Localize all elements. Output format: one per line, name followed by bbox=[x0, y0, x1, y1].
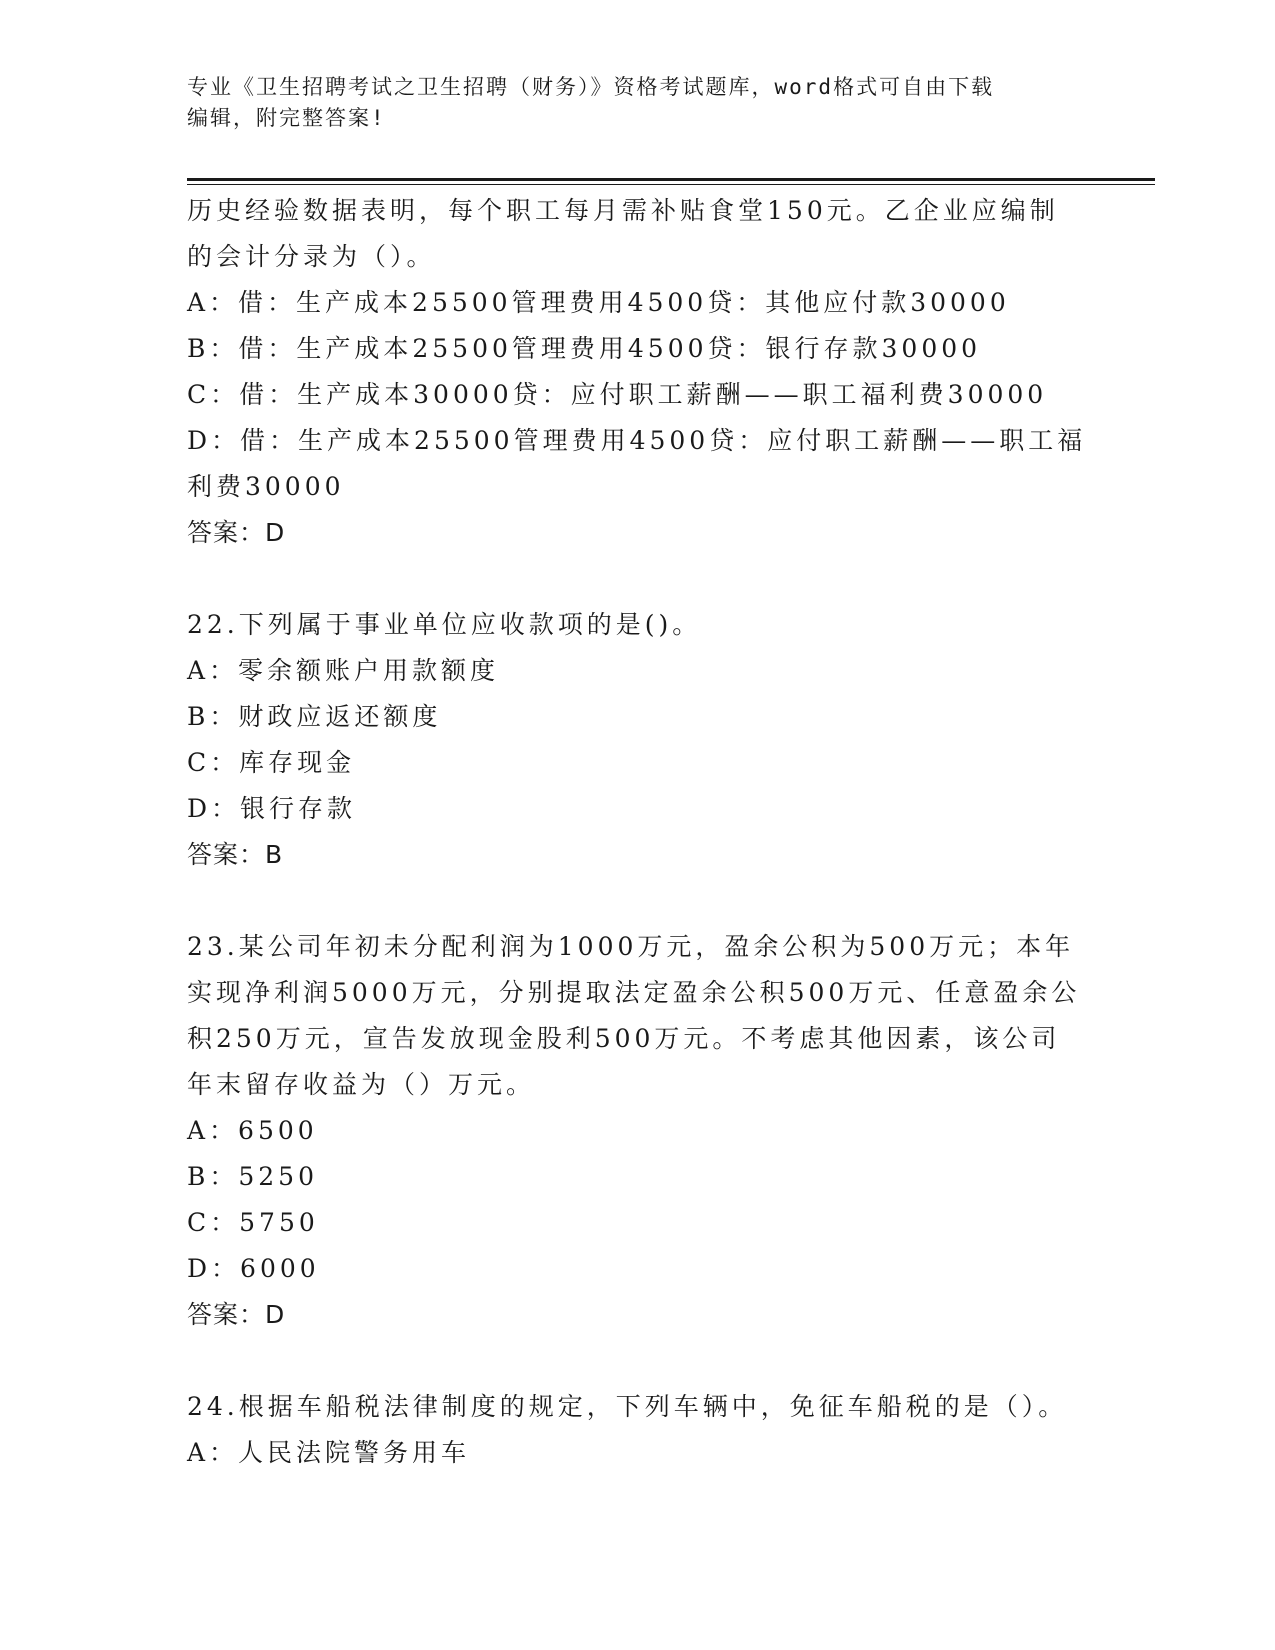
option-c: C：借：生产成本30000贷：应付职工薪酬——职工福利费30000 bbox=[187, 380, 1048, 409]
header-line-2: 编辑，附完整答案! bbox=[187, 106, 386, 130]
spacer bbox=[187, 878, 1077, 924]
answer-label: 答案：D bbox=[187, 1300, 286, 1329]
question-stem: 22.下列属于事业单位应收款项的是()。 bbox=[187, 610, 702, 639]
answer-label: 答案：B bbox=[187, 840, 284, 869]
document-header bbox=[187, 72, 1067, 134]
question-stem: 24.根据车船税法律制度的规定，下列车辆中，免征车船税的是（）。 bbox=[187, 1392, 1068, 1421]
question-22 bbox=[187, 602, 1077, 878]
option-d: D：借：生产成本25500管理费用4500贷：应付职工薪酬——职工福 bbox=[187, 426, 1087, 455]
option-a: A：零余额账户用款额度 bbox=[187, 656, 500, 685]
question-23 bbox=[187, 924, 1081, 1338]
question-stem: 23.某公司年初未分配利润为1000万元，盈余公积为500万元；本年 bbox=[187, 932, 1075, 961]
option-b: B：财政应返还额度 bbox=[187, 702, 442, 731]
option-d: D：6000 bbox=[187, 1254, 320, 1283]
answer-label: 答案：D bbox=[187, 518, 286, 547]
option-d: D：银行存款 bbox=[187, 794, 357, 823]
spacer bbox=[187, 1338, 1077, 1384]
header-divider-thin bbox=[187, 184, 1155, 185]
question-stem: 历史经验数据表明，每个职工每月需补贴食堂150元。乙企业应编制 bbox=[187, 196, 1059, 225]
question-24 bbox=[187, 1384, 1077, 1476]
option-c: C：库存现金 bbox=[187, 748, 356, 777]
option-a: A：6500 bbox=[187, 1116, 318, 1145]
option-a: A：人民法院警务用车 bbox=[187, 1438, 471, 1467]
question-stem: 积250万元，宣告发放现金股利500万元。不考虑其他因素，该公司 bbox=[187, 1024, 1061, 1053]
option-d-continued: 利费30000 bbox=[187, 472, 345, 501]
question-list bbox=[187, 188, 1087, 1476]
option-c: C：5750 bbox=[187, 1208, 319, 1237]
question-stem: 实现净利润5000万元，分别提取法定盈余公积500万元、任意盈余公 bbox=[187, 978, 1081, 1007]
option-b: B：5250 bbox=[187, 1162, 318, 1191]
spacer bbox=[187, 556, 1077, 602]
header-line-1: 专业《卫生招聘考试之卫生招聘（财务）》资格考试题库，word格式可自由下载 bbox=[187, 75, 995, 99]
option-a: A：借：生产成本25500管理费用4500贷：其他应付款30000 bbox=[187, 288, 1010, 317]
question-21 bbox=[187, 188, 1087, 556]
header-divider-thick bbox=[187, 178, 1155, 181]
question-stem: 年末留存收益为（）万元。 bbox=[187, 1070, 536, 1099]
question-stem: 的会计分录为（）。 bbox=[187, 242, 436, 271]
option-b: B：借：生产成本25500管理费用4500贷：银行存款30000 bbox=[187, 334, 982, 363]
